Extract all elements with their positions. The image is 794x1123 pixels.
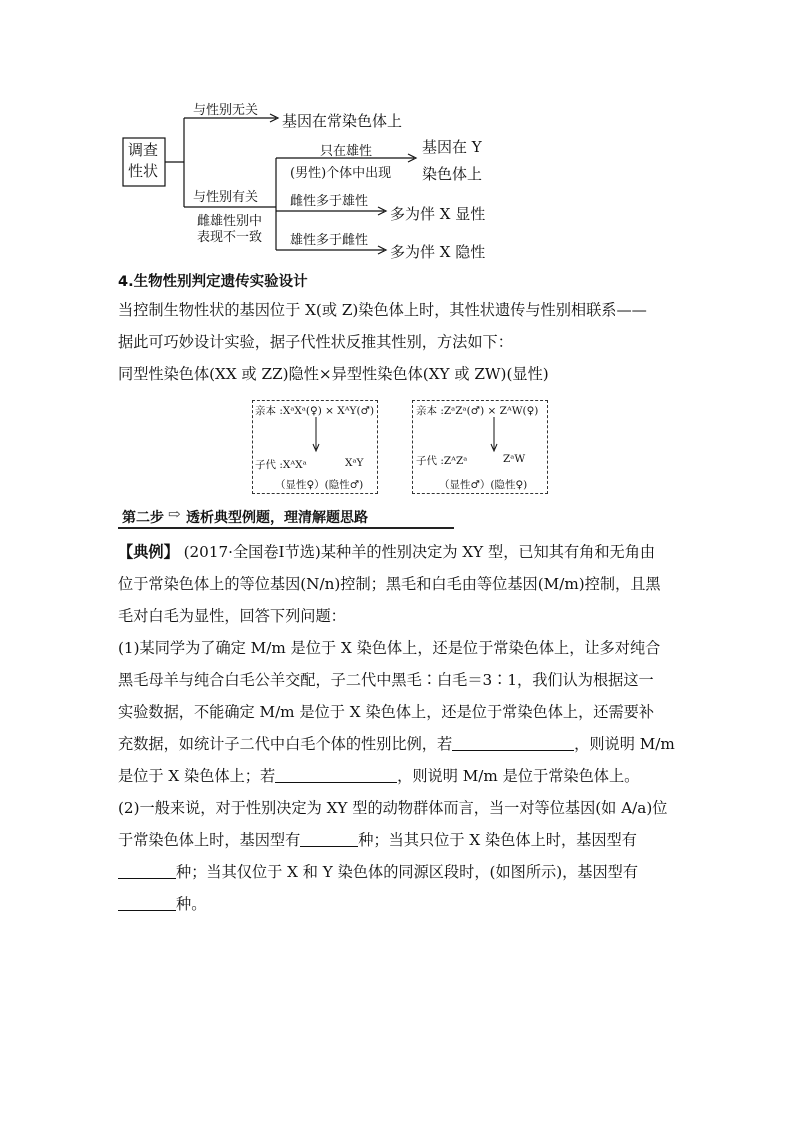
- q2-line-2-tail: 种；当其只位于 X 染色体上时，基因型有: [358, 831, 637, 849]
- q2-line-3-text: 种；当其仅位于 X 和 Y 染色体的同源区段时，(如图所示)，基因型有: [176, 863, 639, 881]
- q1-line-4-text: 充数据，如统计子二代中白毛个体的性别比例，若: [118, 735, 453, 753]
- q2-line-4: [118, 888, 206, 920]
- cross-xy-offspring-male: XᵃY: [345, 457, 364, 469]
- step2-underline: [118, 527, 454, 529]
- branch-related: 与性别有关: [193, 190, 259, 205]
- cross-box-zw: [412, 400, 548, 494]
- branch-unrelated: 与性别无关: [193, 103, 259, 118]
- cross-box-xy: [252, 400, 378, 494]
- q1-line-5-text: 是位于 X 染色体上；若: [118, 767, 276, 785]
- example-tag: 【典例】: [118, 543, 179, 561]
- cond-male-only-1: 只在雄性: [320, 144, 373, 159]
- q2-line-2: [118, 824, 637, 856]
- cross-xy-offspring: 子代 :XᴬXᵃ: [255, 459, 307, 471]
- q1-line-3: 实验数据，不能确定 M/m 是位于 X 染色体上，还是位于常染色体上，还需要补: [118, 703, 655, 721]
- cross-xy-phenotype: （显性♀）(隐性♂): [275, 479, 364, 491]
- example-line-1: [118, 536, 655, 568]
- example-line-3: 毛对白毛为显性，回答下列问题：: [118, 607, 346, 625]
- q1-answer-blank-1[interactable]: [452, 736, 574, 751]
- cross-zw-arrow: [489, 417, 499, 453]
- step2-arrow-icon: ⇨: [168, 505, 181, 523]
- q2-line-1: (2)一般来说，对于性别决定为 XY 型的动物群体而言，当一对等位基因(如 A/a)位: [118, 799, 668, 817]
- cross-xy-arrow: [311, 417, 321, 453]
- q2-answer-blank-3[interactable]: [118, 896, 176, 911]
- root-label-line-2: 性状: [128, 162, 159, 180]
- q2-line-2-text: 于常染色体上时，基因型有: [118, 831, 301, 849]
- q2-answer-blank-1[interactable]: [300, 832, 358, 847]
- cond-male-only-2: (男性)个体中出现: [290, 166, 392, 181]
- root-label-line-1: 调查: [128, 141, 159, 159]
- cond-female-more: 雌性多于雄性: [290, 194, 369, 209]
- cond-male-more: 雄性多于雌性: [290, 233, 369, 248]
- q2-line-4-text: 种。: [176, 895, 207, 913]
- branch-related-note-1: 雌雄性别中: [197, 214, 263, 229]
- result-x-recessive: 多为伴 X 隐性: [390, 243, 486, 261]
- result-autosome: 基因在常染色体上: [282, 112, 403, 130]
- q2-line-3: [118, 856, 638, 888]
- q2-answer-blank-2[interactable]: [118, 864, 176, 879]
- section4-para-line-2: 据此可巧妙设计实验，据子代性状反推其性别，方法如下：: [118, 333, 513, 351]
- cross-zw-parents: 亲本 :ZᵃZᵃ(♂) × ZᴬW(♀): [416, 405, 539, 417]
- cross-xy-parents: 亲本 :XᵃXᵃ(♀) × XᴬY(♂): [255, 405, 375, 417]
- q1-line-1: (1)某同学为了确定 M/m 是位于 X 染色体上，还是位于常染色体上，让多对纯合: [118, 639, 661, 657]
- result-x-dominant: 多为伴 X 显性: [390, 205, 486, 223]
- step2-header: [118, 505, 454, 527]
- step2-subtitle: 透析典型例题，理清解题思路: [186, 510, 368, 526]
- result-y-1: 基因在 Y: [422, 138, 482, 156]
- cross-zw-offspring: 子代 :ZᴬZᵃ: [416, 455, 468, 467]
- diagram-lines: [0, 0, 794, 270]
- section4-para-line-1: 当控制生物性状的基因位于 X(或 Z)染色体上时，其性状遗传与性别相联系——: [118, 301, 647, 319]
- step2-title: 第二步: [122, 510, 164, 526]
- example-line-2: 位于常染色体上的等位基因(N/n)控制；黑毛和白毛由等位基因(M/m)控制，且黑: [118, 575, 661, 593]
- q1-line-2: 黑毛母羊与纯合白毛公羊交配，子二代中黑毛∶白毛＝3∶1，我们认为根据这一: [118, 671, 654, 689]
- q1-line-4: [118, 728, 675, 760]
- root-label: [128, 140, 158, 182]
- branch-related-note-2: 表现不一致: [197, 230, 263, 245]
- section4-formula: 同型性染色体(XX 或 ZZ)隐性×异型性染色体(XY 或 ZW)(显性): [118, 365, 549, 383]
- q1-answer-blank-2[interactable]: [275, 768, 397, 783]
- q1-line-5: [118, 760, 639, 792]
- cross-zw-offspring-female: ZᵃW: [503, 453, 526, 465]
- example-line-1-text: (2017·全国卷Ⅰ节选)某种羊的性别决定为 XY 型，已知其有角和无角由: [178, 543, 656, 561]
- section4-heading: 4.生物性别判定遗传实验设计: [118, 274, 308, 290]
- result-y-2: 染色体上: [422, 165, 483, 183]
- cross-zw-phenotype: （显性♂）(隐性♀): [439, 479, 528, 491]
- q1-line-4-tail: ，则说明 M/m: [574, 735, 675, 753]
- q1-line-5-tail: ，则说明 M/m 是位于常染色体上。: [397, 767, 640, 785]
